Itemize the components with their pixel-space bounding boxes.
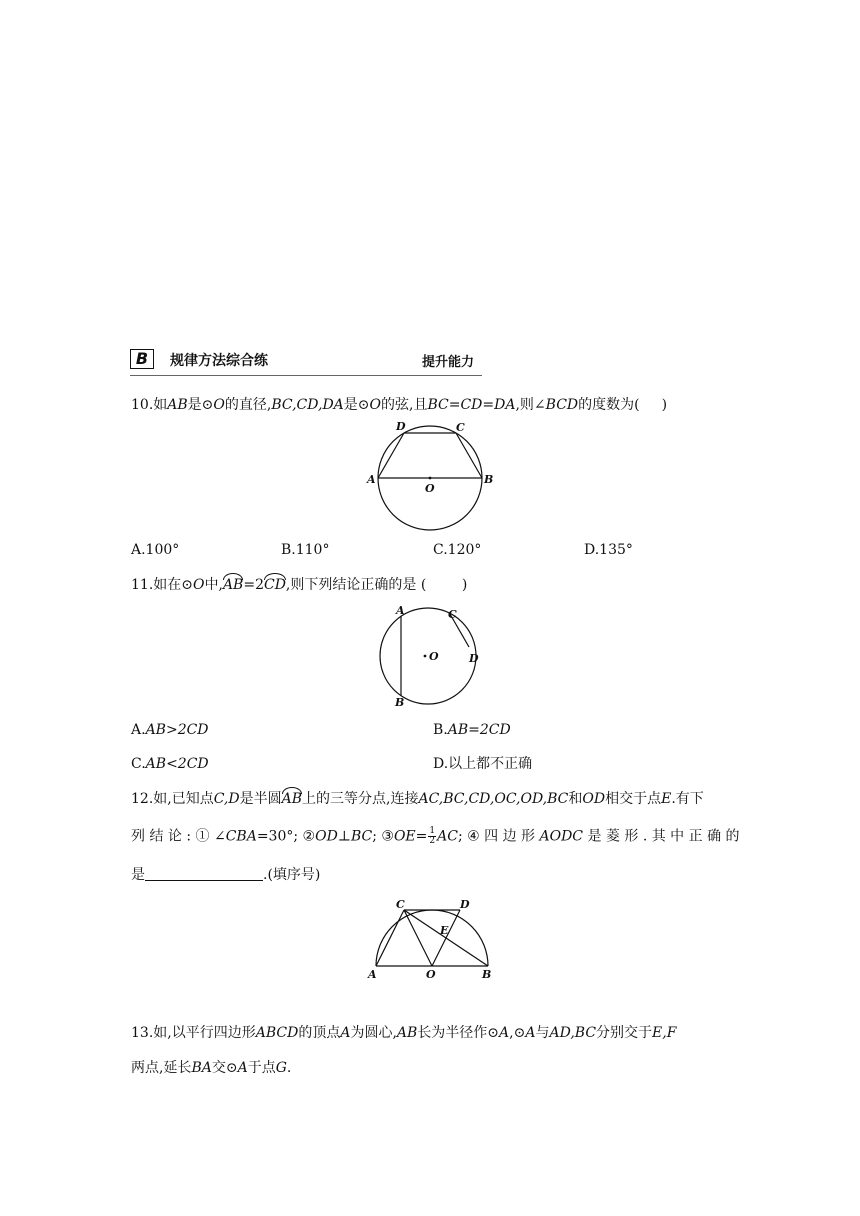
q10-label-b: B [484,473,494,486]
q11-label-o: O [429,650,439,663]
section-badge: B [130,349,154,369]
q10-label-d: D [396,420,406,433]
q11-option-a: A.AB>2CD [131,722,209,738]
q12-semicircle [376,910,488,966]
q12-line-2: 列 结 论 : ① ∠CBA=30°; ②OD⊥BC; ③OE= $\frac{1}{2}$ AC; ④ 四 边 形 AODC 是 菱 形 . 其 中 正 确 的 [131,826,740,846]
q12-seg-oc [404,910,432,966]
q12-label-a: A [368,968,377,981]
q12-label-o: O [426,968,436,981]
q10-option-c: C.120° [433,542,482,558]
q10-chord-bc [456,433,482,478]
q10-label-a: A [367,473,376,486]
q12-label-d: D [460,898,470,911]
q11-label-b: B [395,696,405,709]
q11-circle [380,608,476,704]
q10-label-c: C [456,421,465,434]
q11-center-dot [424,655,427,658]
q12-line-3: 是 .(填序号) [131,867,321,883]
q11-label-c: C [448,608,457,621]
q12-label-e: E [440,924,449,937]
q10-option-b: B.110° [281,542,330,558]
q12-fraction: $\frac{1}{2}$ [429,826,436,846]
q12-seg-ac [376,910,404,966]
section-rule [130,375,482,376]
q12-line-1: 12.如,已知点C,D是半圆AB上的三等分点,连接AC,BC,CD,OC,OD,BC和OD相交于点E.有下 [131,791,704,807]
q10-figure [360,414,500,534]
q13-line-2: 两点,延长BA交⊙A于点G. [131,1060,292,1076]
q12-figure [362,896,502,981]
q10-chord-da [378,433,404,478]
q12-seg-bc [404,910,488,966]
q11-option-b: B.AB=2CD [433,722,511,738]
section-title: 规律方法综合练 [170,353,268,369]
q11-label-d: D [469,652,479,665]
q10-label-o: O [425,482,435,495]
q10-option-d: D.135° [584,542,633,558]
q10-option-a: A.100° [131,542,180,558]
q11-option-d: D.以上都不正确 [433,756,533,772]
section-header [130,343,482,377]
q11-text: 11.如在⊙O中,AB=2CD,则下列结论正确的是 ( ) [131,577,468,593]
q10-center-dot [429,477,432,480]
q12-label-c: C [396,898,405,911]
q11-option-c: C.AB<2CD [131,756,209,772]
section-tag: 提升能力 [422,355,475,370]
q12-answer-blank [145,866,263,881]
q13-line-1: 13.如,以平行四边形ABCD的顶点A为圆心,AB长为半径作⊙A,⊙A与AD,BC分别交于E,F [131,1025,677,1041]
q11-figure [368,600,498,710]
q12-label-b: B [482,968,492,981]
q10-text: 10.如AB是⊙O的直径,BC,CD,DA是⊙O的弦,且BC=CD=DA,则∠BCD的度数为( ) [131,397,668,413]
q11-label-a: A [396,604,405,617]
